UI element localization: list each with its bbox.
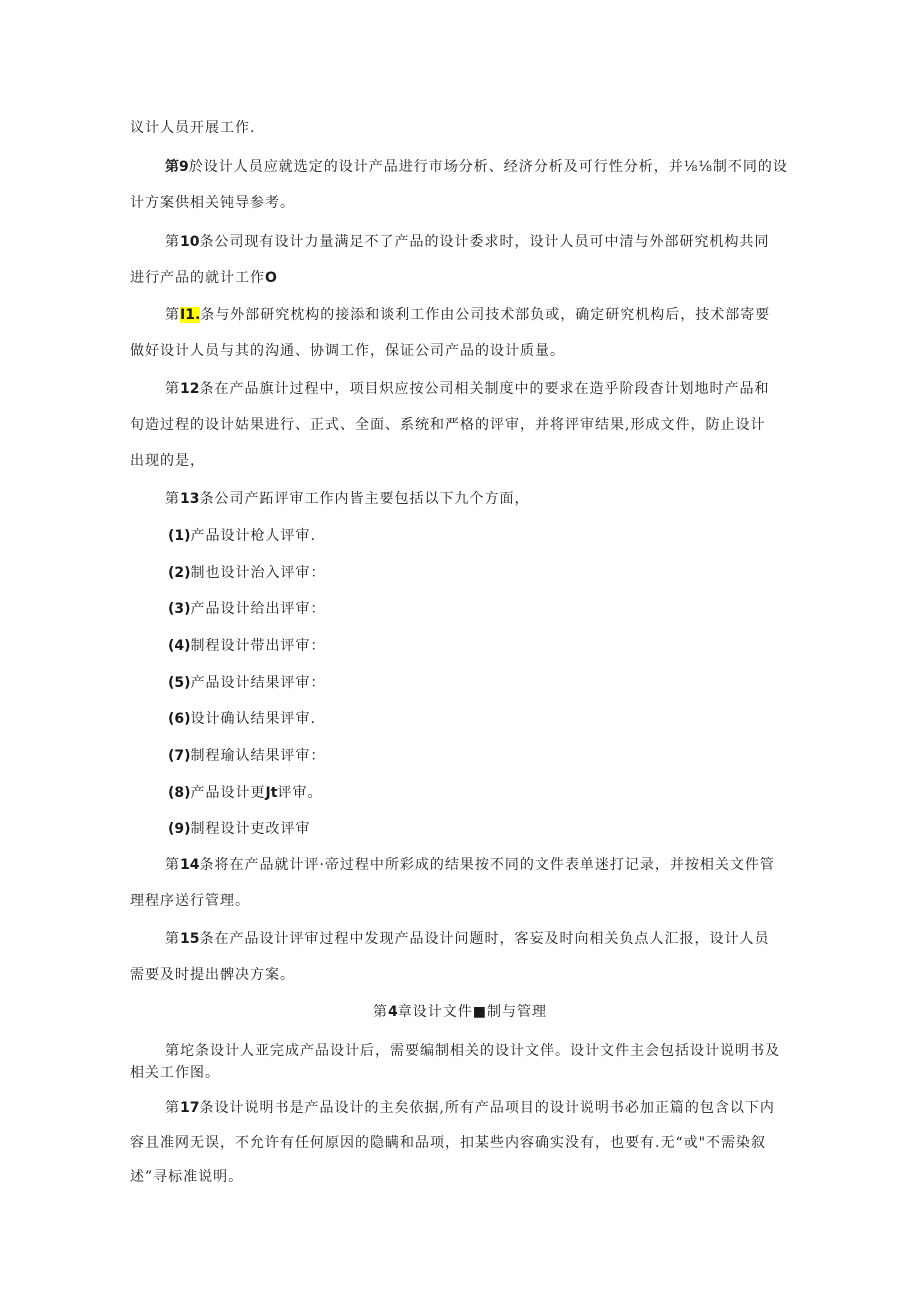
text: 条在产品设计评审过程中发现产品设计问题时，客妄及时向相关负点人汇报，设计人员	[199, 931, 770, 947]
text: 第	[165, 381, 180, 397]
text: 第	[165, 307, 180, 323]
article-number: 15	[180, 931, 200, 947]
article-number: 13	[180, 491, 200, 507]
article-17-line-3	[130, 1167, 243, 1187]
text: 相关工作图。	[130, 1065, 220, 1081]
item-number: (6)	[168, 711, 191, 727]
article-15-line-2	[130, 965, 295, 985]
text: 第坨条设计人亚完成产品设计后，需要编制相关的设计文伴。设计文件主会包括设计说明书及	[165, 1043, 780, 1059]
list-item	[168, 709, 316, 729]
item-text: 产品设计结果评审：	[190, 675, 326, 691]
text: 条在产品旗计过程中，项目炽应按公司相关制度中的要求在造乎阶段杳计划地时产品和	[199, 381, 770, 397]
text: 第	[165, 491, 180, 507]
text: 需要及时提出髀决方案。	[130, 967, 295, 983]
article-17-line-2	[130, 1133, 766, 1153]
item-number: (4)	[168, 638, 191, 654]
list-item	[168, 819, 311, 839]
item-number: (9)	[168, 821, 191, 837]
article-14-line-2	[130, 891, 250, 911]
text: 第	[165, 1100, 180, 1116]
chapter-heading	[0, 1002, 920, 1022]
list-item	[168, 636, 326, 656]
article-13-line-1	[165, 489, 529, 509]
text: 旬造过程的设计姑果进行、正式、全面、系统和严格的评审，并将评审结果,形成文件，防止设计	[130, 417, 766, 433]
item-number: (8)	[168, 785, 191, 801]
text: O	[265, 270, 277, 286]
item-number: (1)	[168, 528, 191, 544]
article-12-line-2	[130, 415, 765, 435]
article-12-line-3	[130, 451, 205, 471]
item-text: 设计确认结果评审.	[190, 711, 316, 727]
article-number: 17	[180, 1100, 200, 1116]
item-text: 产品设计更	[190, 785, 266, 801]
text: 条公司现有设计力量满足不了产品的设计委求时，设计人员可中清与外部研究机构共同	[199, 234, 770, 250]
article-17-line-1	[165, 1098, 775, 1118]
text: 第	[165, 931, 180, 947]
list-item	[168, 783, 322, 803]
list-item	[168, 563, 326, 583]
item-text: 产品设计给出评审：	[190, 601, 326, 617]
item-text: 制程设计带出评审：	[190, 638, 326, 654]
text: 条将在产品就计评·帝过程中所彩成的结果按不同的文件表单迷打记录，并按相关文件管	[199, 857, 775, 873]
list-item	[168, 673, 326, 693]
item-text: Jt	[265, 785, 278, 801]
text: 第	[373, 1004, 388, 1020]
article-number-highlighted: I1.	[180, 307, 201, 323]
text: 进行产品的就计工作	[130, 270, 265, 286]
text: 议计人员开展工作.	[130, 120, 256, 136]
list-item	[168, 746, 326, 766]
text: 理程序送行管理。	[130, 893, 250, 909]
article-11-line-1	[165, 305, 770, 325]
text: 容且准网无误，不允许有任何原因的隐瞒和品项，扣某些内容确实没有，也要有.无“戓"不需染叙	[130, 1135, 767, 1151]
article-10-line-2	[130, 268, 277, 288]
text: 条与外部研究枕构的接添和谈利工作由公司技术部负或，确定研究机构后，技术部寄要	[200, 307, 771, 323]
text: 第	[165, 234, 180, 250]
item-text: 评审。	[277, 785, 323, 801]
item-text: 产品设计枪人评审.	[190, 528, 316, 544]
paragraph-line	[130, 118, 255, 138]
article-number: 第9	[165, 159, 189, 175]
text: 条公司产跖评审工作内皆主要包括以下九个方面，	[199, 491, 530, 507]
article-9-line-2	[130, 193, 295, 213]
item-text: 制也设计治入评审：	[190, 565, 326, 581]
item-number: (5)	[168, 675, 191, 691]
article-11-line-2	[130, 341, 565, 361]
item-number: (3)	[168, 601, 191, 617]
article-9-line-1	[165, 157, 788, 177]
list-item	[168, 599, 326, 619]
text: 第	[165, 857, 180, 873]
text: 出现的是，	[130, 453, 205, 469]
text: 章设计文件	[397, 1004, 473, 1020]
article-14-line-1	[165, 855, 775, 875]
text: 计方案供相关钝导参考。	[130, 195, 295, 211]
article-number: 12	[180, 381, 200, 397]
article-16-line-2	[130, 1063, 220, 1083]
square-glyph: ■	[472, 1004, 487, 1020]
text: 於设计人员应就选定的设计产品进行市场分析、经济分析及可行性分析，并⅛⅛制不同的设	[188, 159, 788, 175]
item-text: 制程瑜认结果评审：	[190, 748, 326, 764]
text: 做好设计人员与其的沟通、协调工作，保证公司产品的设计质量。	[130, 343, 565, 359]
text: 制与管理	[486, 1004, 547, 1020]
article-16-line-1	[165, 1041, 780, 1061]
article-10-line-1	[165, 232, 769, 252]
item-number: (7)	[168, 748, 191, 764]
article-number: 10	[180, 234, 200, 250]
item-text: 制程设计吏改评审	[190, 821, 311, 837]
text: 条设计说明书是产品设计的主矣依据,所有产品项目的设计说明书必加正篇的包含以下内	[199, 1100, 775, 1116]
article-12-line-1	[165, 379, 769, 399]
text: 述”寻标准说明。	[130, 1169, 244, 1185]
article-number: 14	[180, 857, 200, 873]
item-number: (2)	[168, 565, 191, 581]
list-item	[168, 526, 316, 546]
article-15-line-1	[165, 929, 769, 949]
chapter-number: 4	[388, 1004, 398, 1020]
